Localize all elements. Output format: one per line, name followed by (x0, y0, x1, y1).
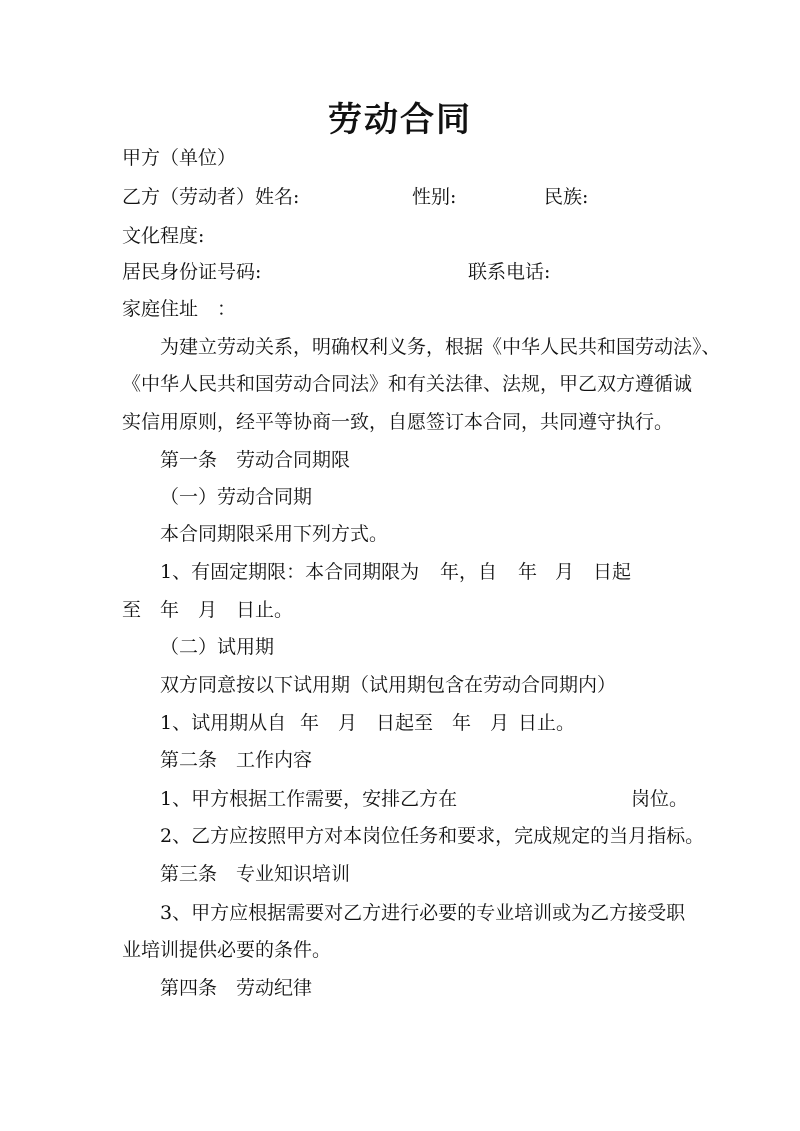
article-1-heading: 第一条 劳动合同期限 (160, 449, 351, 471)
term-end-day: 日止。 (236, 599, 294, 621)
fixed-term-start-month: 月 (555, 561, 575, 583)
fixed-term-label: 1、有固定期限：本合同期限为 (160, 561, 420, 583)
probation-start-month: 月 (338, 712, 358, 734)
education-label: 文化程度: (122, 225, 205, 247)
fixed-term-start-year: 年 (518, 561, 538, 583)
probation-start-day: 日起至 (376, 712, 434, 734)
probation-from-label: 1、试用期从自 (160, 712, 287, 734)
probation-agreement: 双方同意按以下试用期（试用期包含在劳动合同期内） (160, 674, 617, 696)
address-label: 家庭住址 ： (122, 298, 237, 320)
article-1-sub-2: （二）试用期 (160, 636, 275, 658)
article-2-item-2: 2、乙方应按照甲方对本岗位任务和要求，完成规定的当月指标。 (160, 825, 705, 847)
preamble-line-1: 为建立劳动关系，明确权利义务，根据《中华人民共和国劳动法》、 (160, 336, 721, 358)
fixed-term-start-day: 日起 (593, 561, 632, 583)
term-method: 本合同期限采用下列方式。 (160, 523, 389, 545)
probation-end-day: 日止。 (518, 712, 576, 734)
term-end-month: 月 (198, 599, 218, 621)
probation-end-month: 月 (490, 712, 510, 734)
phone-label: 联系电话: (468, 261, 551, 283)
article-3-item-3b: 业培训提供必要的条件。 (122, 939, 332, 961)
fixed-term-year: 年，自 (440, 561, 498, 583)
ethnicity-label: 民族: (544, 186, 589, 208)
preamble-line-3: 实信用原则，经平等协商一致，自愿签订本合同，共同遵守执行。 (122, 411, 674, 433)
article-3-item-3a: 3、甲方应根据需要对乙方进行必要的专业培训或为乙方接受职 (160, 902, 686, 924)
preamble-line-2: 《中华人民共和国劳动合同法》和有关法律、法规，甲乙双方遵循诚 (122, 373, 693, 395)
party-b-name-label: 乙方（劳动者）姓名: (122, 186, 300, 208)
id-number-label: 居民身份证号码: (122, 261, 262, 283)
article-2-heading: 第二条 工作内容 (160, 749, 313, 771)
article-1-sub-1: （一）劳动合同期 (160, 486, 313, 508)
article-2-item-1-end: 岗位。 (631, 788, 689, 810)
term-end-year: 年 (160, 599, 180, 621)
article-3-heading: 第三条 专业知识培训 (160, 863, 351, 885)
gender-label: 性别: (412, 186, 457, 208)
document-title: 劳动合同 (328, 100, 472, 140)
article-2-item-1: 1、甲方根据工作需要，安排乙方在 (160, 788, 458, 810)
probation-end-year: 年 (452, 712, 472, 734)
term-to-label: 至 (122, 599, 142, 621)
article-4-heading: 第四条 劳动纪律 (160, 977, 313, 999)
party-a-label: 甲方（单位） (122, 147, 237, 169)
probation-start-year: 年 (300, 712, 320, 734)
